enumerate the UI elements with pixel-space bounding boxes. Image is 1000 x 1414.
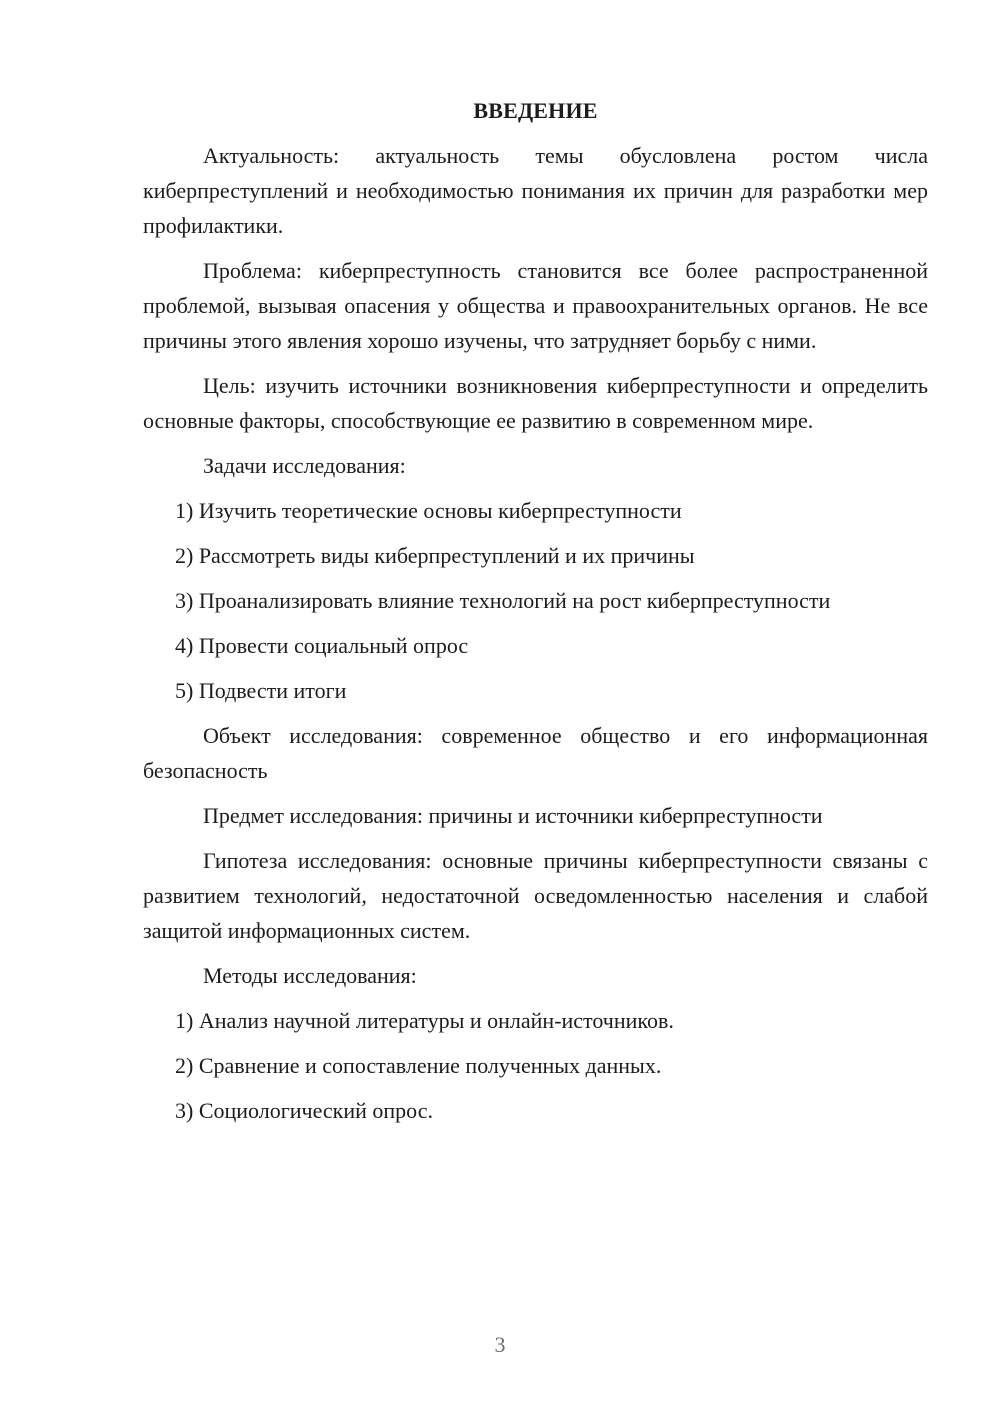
- problem-paragraph: Проблема: киберпреступность становится все более распространенной проблемой, вызывая опасения у общества и правоохранительных органов. Не все причины этого явления хорошо изучены, что затрудняет борьбу с ними.: [143, 258, 928, 353]
- goal-paragraph: Цель: изучить источники возникновения киберпреступности и определить основные факторы, способствующие ее развитию в современном мире.: [143, 373, 928, 433]
- subject-paragraph: Предмет исследования: причины и источники киберпреступности: [203, 803, 823, 828]
- methods-list: [143, 1003, 928, 1128]
- hypothesis-paragraph: Гипотеза исследования: основные причины киберпреступности связаны с развитием технологий, недостаточной осведомленностью населения и слабой защитой информационных систем.: [143, 848, 928, 943]
- methods-heading: Методы исследования:: [203, 963, 417, 988]
- task-item: 5) Подвести итоги: [175, 678, 347, 703]
- actuality-paragraph: Актуальность: актуальность темы обусловлена ростом числа киберпреступлений и необходимостью понимания их причин для разработки мер профилактики.: [143, 143, 928, 238]
- method-item: 3) Социологический опрос.: [175, 1098, 433, 1123]
- object-paragraph: Объект исследования: современное общество и его информационная безопасность: [143, 723, 928, 783]
- method-item: 1) Анализ научной литературы и онлайн-источников.: [175, 1008, 674, 1033]
- tasks-list: [143, 493, 928, 708]
- page-number: 3: [494, 1332, 506, 1357]
- document-body: [143, 96, 928, 1138]
- task-item: 2) Рассмотреть виды киберпреступлений и их причины: [175, 543, 695, 568]
- task-item: 4) Провести социальный опрос: [175, 633, 469, 658]
- section-title: ВВЕДЕНИЕ: [473, 98, 598, 123]
- tasks-heading: Задачи исследования:: [203, 453, 406, 478]
- task-item: 1) Изучить теоретические основы киберпреступности: [175, 498, 682, 523]
- task-item: 3) Проанализировать влияние технологий на рост киберпреступности: [175, 588, 831, 613]
- method-item: 2) Сравнение и сопоставление полученных данных.: [175, 1053, 662, 1078]
